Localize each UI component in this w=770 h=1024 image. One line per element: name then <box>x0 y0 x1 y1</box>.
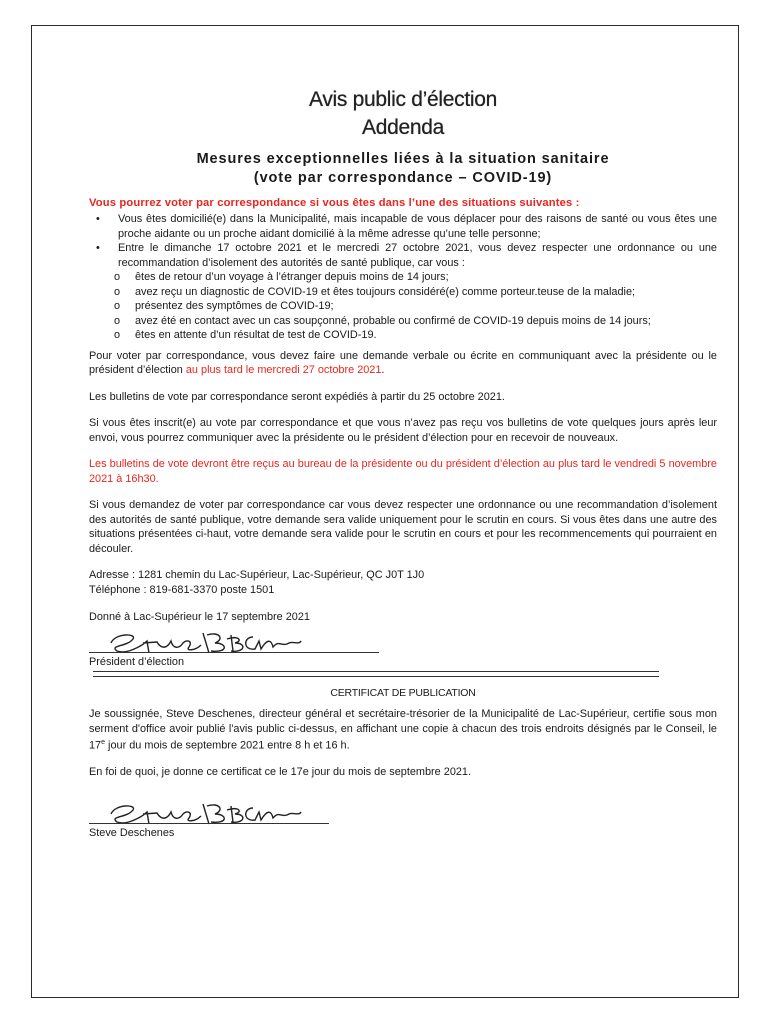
sub-list-item <box>89 314 717 329</box>
sub-list-item <box>89 270 717 285</box>
sub-list-item <box>89 285 717 300</box>
validity-paragraph: Si vous demandez de voter par correspondance car vous devez respecter une ordonnance ou une recommandation d’isolement des autorités de santé publique, votre demande sera valide uniquement pour le scrutin en cours. Si vous êtes dans une autre des situations présentées ci-haut, votre demande sera valide pour le scrutin en cours et pour les recommencements qui pourraient en découler. <box>89 499 717 555</box>
address-line: Adresse : 1281 chemin du Lac-Supérieur, Lac-Supérieur, QC J0T 1J0 <box>89 569 425 581</box>
signature-image <box>103 625 333 659</box>
sub-list-item-text: avez reçu un diagnostic de COVID-19 et êtes toujours considéré(e) comme porteur.teuse de la maladie; <box>135 285 636 298</box>
list-item-text: Entre le dimanche 17 octobre 2021 et le mercredi 27 octobre 2021, vous devez respecter une ordonnance ou une recommandation d’isolement des autorités de santé publique, car vous : <box>118 242 717 269</box>
request-end: . <box>381 364 385 376</box>
certificate-closing: En foi de quoi, je donne ce certificat ce le 17e jour du mois de septembre 2021. <box>89 766 472 779</box>
document-content <box>89 86 717 840</box>
sub-list-item-text: êtes de retour d’un voyage à l’étranger depuis moins de 14 jours; <box>135 271 449 283</box>
request-deadline: au plus tard le mercredi 27 octobre 2021 <box>185 364 382 376</box>
sub-list-item <box>89 328 717 343</box>
subtitle-line-2: (vote par correspondance – COVID-19) <box>253 170 553 186</box>
given-at-line: Donné à Lac-Supérieur le 17 septembre 2021 <box>89 611 310 623</box>
bullet-marker: • <box>96 242 100 254</box>
signature-rule <box>89 652 379 653</box>
title-line-1: Avis public d’élection <box>309 88 497 111</box>
sub-bullet-marker: o <box>114 300 121 312</box>
request-deadline-paragraph <box>89 349 717 378</box>
certificate-body-text: Je soussignée, Steve Deschenes, directeur général et secrétaire-trésorier de la Municipalité de Lac-Supérieur, certifie sous mon serment d'office avoir publié l'avis public ci-dessus, en affichant une copie à chacun des trois endroits désignés par le Conseil, le 17 <box>89 708 717 752</box>
ballot-mailing-paragraph: Les bulletins de vote par correspondance seront expédiés à partir du 25 octobre 2021. <box>89 390 505 403</box>
sub-bullet-marker: o <box>114 314 121 327</box>
title-line-2: Addenda <box>362 116 444 139</box>
sub-bullet-marker: o <box>114 285 121 298</box>
subtitle-line-1: Mesures exceptionnelles liées à la situation sanitaire <box>196 151 610 167</box>
sub-bullet-marker: o <box>114 271 121 283</box>
eligibility-list <box>89 212 717 270</box>
subtitle <box>89 150 717 188</box>
list-item <box>89 212 717 241</box>
phone-line: Téléphone : 819-681-3370 poste 1501 <box>89 583 275 596</box>
list-item <box>89 241 717 270</box>
sub-list-item-text: avez été en contact avec un cas soupçonné, probable ou confirmé de COVID-19 depuis moins de 14 jours; <box>135 314 651 327</box>
director-signature <box>89 792 329 826</box>
signer-role: Président d’élection <box>89 655 185 668</box>
certificate-ordinal: e <box>101 739 106 746</box>
certificate-body <box>89 707 717 753</box>
certificate-body-end: jour du mois de septembre 2021 entre 8 h et 16 h. <box>105 739 350 752</box>
eligibility-lead: Vous pourrez voter par correspondance si vous êtes dans l’une des situations suivantes : <box>89 197 580 209</box>
sub-list-item <box>89 299 717 314</box>
bullet-marker: • <box>96 213 100 225</box>
sub-bullet-marker: o <box>114 329 121 341</box>
list-item-text: Vous êtes domicilié(e) dans la Municipalité, mais incapable de vous déplacer pour des raisons de santé ou vous êtes une proche aidante ou un proche aidant domicilié à la même adresse qu’une telle personne; <box>118 213 717 240</box>
signature-rule <box>89 823 329 824</box>
election-president-signature <box>89 625 379 655</box>
section-divider <box>93 671 659 677</box>
certificate-title: CERTIFICAT DE PUBLICATION <box>330 687 476 699</box>
document-page <box>31 25 739 998</box>
sub-list-item-text: êtes en attente d’un résultat de test de COVID-19. <box>135 329 377 341</box>
missing-ballots-paragraph: Si vous êtes inscrit(e) au vote par correspondance et que vous n’avez pas reçu vos bulletins de vote quelques jours après leur envoi, vous pourrez communiquer avec la présidente ou le président d’élection pour en recevoir de nouveaux. <box>89 417 717 444</box>
request-text: Pour voter par correspondance, vous devez faire une demande verbale ou écrite en communiquant avec la présidente ou le président d’élection <box>89 349 717 376</box>
certificate-signer-name: Steve Deschenes <box>89 826 175 839</box>
return-deadline-paragraph: Les bulletins de vote devront être reçus au bureau de la présidente ou du président d’élection au plus tard le vendredi 5 novembre 2021 à 16h30. <box>89 458 717 485</box>
sub-list-item-text: présentez des symptômes de COVID-19; <box>135 300 334 312</box>
isolation-reasons-list <box>89 270 717 343</box>
signature-image <box>103 794 333 830</box>
